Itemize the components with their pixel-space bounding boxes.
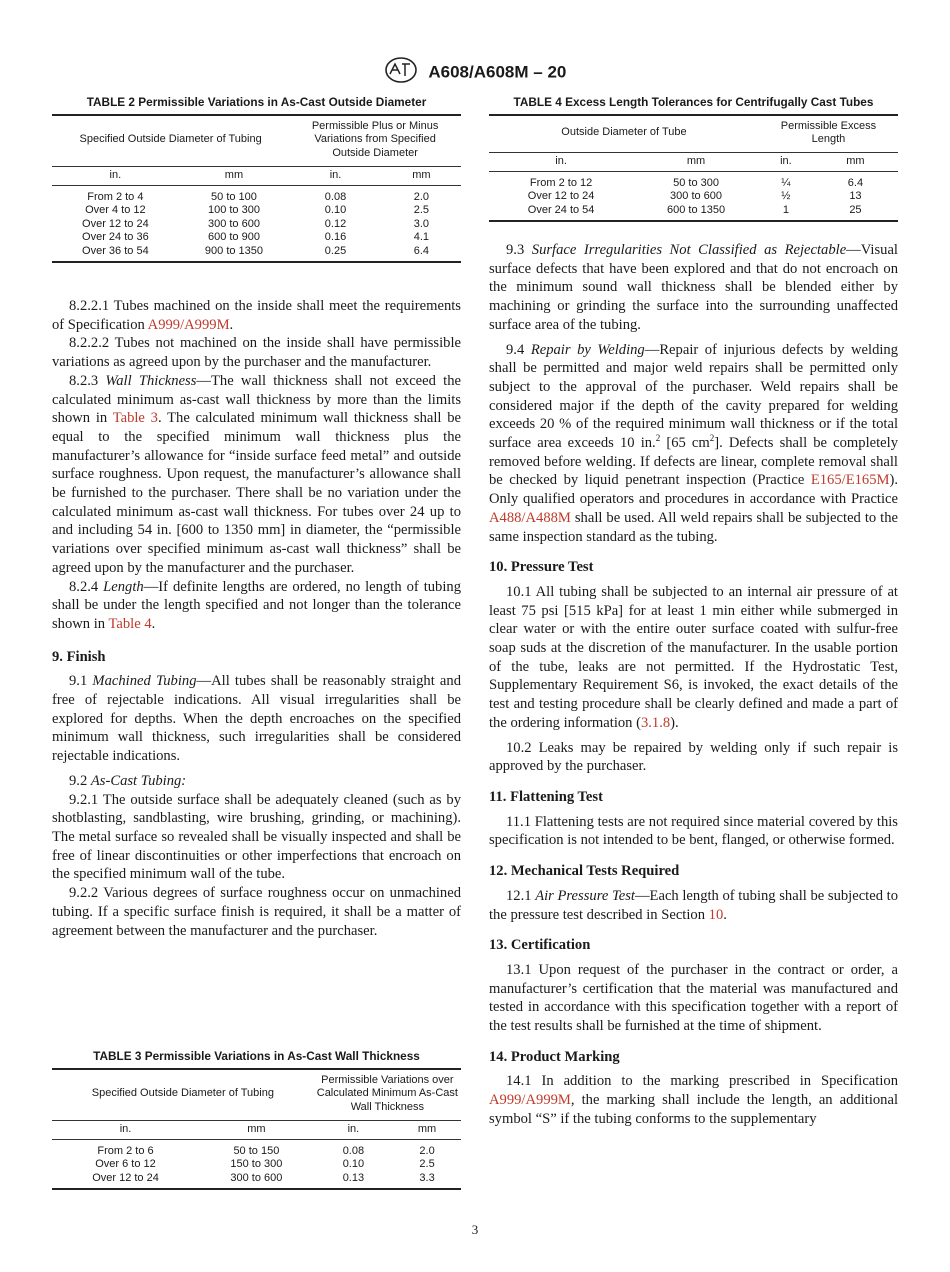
table-cell: 0.08 — [342, 1144, 365, 1157]
table-cell: 0.10 — [324, 204, 347, 216]
link-section-10[interactable]: 10 — [708, 906, 724, 923]
table-cell: Over 12 to 24 — [82, 217, 149, 230]
document-header — [0, 56, 950, 89]
table-cell: 3.3 — [419, 1171, 435, 1184]
paragraph-9-2-1: 9.2.1 The outside surface shall be adequately cleaned (such as by shotblasting, sandblasting, wire brushing, grinding, or machining). The metal surface so revealed shall be visually inspected and shall be free of linear discontinuities or other imperfections that encroach on the specified minimum wall of the tube. — [52, 791, 461, 883]
table-4 — [489, 95, 898, 222]
paragraph-12-1: 12.1 Air Pressure Test—Each length of tubing shall be subjected to the pressure test described in Section 10. — [489, 887, 899, 923]
table-row — [52, 245, 461, 263]
link-a488[interactable]: A488/A488M — [489, 509, 571, 526]
table-cell: Over 24 to 54 — [527, 203, 595, 216]
table-3-unit: in. — [52, 1121, 199, 1140]
left-column — [52, 297, 461, 940]
section-12-heading: 12. Mechanical Tests Required — [489, 863, 680, 880]
table-row — [489, 204, 898, 222]
table-cell: From 2 to 12 — [529, 176, 593, 189]
table-cell: 4.1 — [413, 231, 430, 243]
table-row — [52, 185, 461, 204]
table-cell: From 2 to 6 — [97, 1144, 154, 1157]
paragraph-9-4: 9.4 Repair by Welding—Repair of injurious defects by welding shall be permitted and major weld repairs shall be permitted only subject to the approval of the purchaser. Weld repairs shall be considered major if the depth of the cavity prepared for welding exceeds 20 % of the required minimum wall thickness or if the total surface area exceeds 10 in.$^2$ [65 $cm^2$]. Defects shall be completely removed before welding. If defects are linear, complete removal shall be checked by liquid penetrant inspection (Practice E165/E165M). Only qualified operators and procedures in accordance with Practice A488/A488M shall be used. All weld repairs shall be subjected to the same inspection standard as the tubing. — [489, 341, 899, 545]
table-cell: 0.16 — [324, 231, 347, 243]
table-cell: 2.0 — [413, 190, 430, 203]
table-cell: 300 to 600 — [207, 217, 260, 230]
paragraph-10-1: 10.1 All tubing shall be subjected to an internal air pressure of at least 75 psi [515 kPa] for at least 1 min either while submerged in clear water or with the entire outer surface coated with sulfur-free soap suds at the discretion of the manufacturer. In the usable portion of the tube, leaks are not permitted. If the Hydrostatic Test, Supplementary Requirement S6, is invoked, the exact details of the test and testing procedure shall be clearly defined and made a part of the ordering information (3.1.8). — [489, 583, 898, 731]
table-cell: 0.10 — [342, 1158, 365, 1170]
table-cell: 2.5 — [413, 204, 430, 216]
paragraph-14-1: 14.1 In addition to the marking prescribed in Specification A999/A999M, the marking shall include the length, an additional symbol “S” if the tubing conforms to the supplementary — [489, 1073, 898, 1127]
table-cell: 100 to 300 — [207, 204, 260, 216]
section-13-heading: 13. Certification — [489, 937, 591, 954]
table-2-unit: in. — [289, 167, 382, 186]
section-11-heading: 11. Flattening Test — [489, 788, 603, 805]
table-cell: 50 to 150 — [233, 1144, 280, 1157]
link-3-1-8[interactable]: 3.1.8 — [640, 714, 671, 731]
section-9-heading: 9. Finish — [52, 648, 106, 665]
table-row — [52, 218, 461, 232]
table-cell: 0.25 — [324, 244, 347, 257]
table-3-unit: mm — [199, 1121, 314, 1140]
table-cell: 600 to 1350 — [666, 203, 726, 216]
link-a999[interactable]: A999/A999M — [147, 316, 230, 333]
table-2-col1-header: Specified Outside Diameter of Tubing — [79, 133, 262, 146]
paragraph-8-2-3: 8.2.3 Wall Thickness—The wall thickness shall not exceed the calculated minimum as-cast wall thickness by more than the limits shown in Table 3. The calculated minimum wall thickness shall be equal to the specified minimum wall thickness plus the manufacturer’s allowance for “inside surface feed metal” and outside surface roughness. Upon request, the manufacturer’s allowance shall be furnished to the purchaser. There shall be no variation under the calculated minimum as-cast wall thickness. For tubes over 24 up to and including 54 in. [600 to 1350 mm] in diameter, the “permissible variations over specified minimum as-cast wall thickness” shall be agreed upon by the manufacturer and the purchaser. — [52, 372, 461, 576]
table-4-unit: mm — [633, 153, 759, 172]
document-designation: A608/A608M – 20 — [428, 62, 567, 82]
table-cell: Over 36 to 54 — [82, 244, 149, 257]
table-cell: ¼ — [781, 176, 791, 189]
table-4-col2-header: Permissible Excess Length — [780, 119, 877, 145]
table-row — [489, 190, 898, 204]
paragraph-8-2-4: 8.2.4 Length—If definite lengths are ordered, no length of tubing shall be under the length specified and not longer than the tolerance shown in Table 4. — [52, 578, 461, 632]
link-a999[interactable]: A999/A999M — [489, 1092, 571, 1109]
table-cell: 50 to 300 — [673, 176, 719, 189]
table-cell: 3.0 — [413, 217, 430, 230]
table-row — [52, 231, 461, 245]
page-number: 3 — [471, 1222, 479, 1237]
paragraph-9-3: 9.3 Surface Irregularities Not Classified as Rejectable—Visual surface defects that have been explored and that do not encroach on the minimum sound wall thickness shall be blended either by machining or grinding the surface into the surrounding unaffected surface area of the tubing. — [489, 242, 898, 333]
table-cell: Over 12 to 24 — [92, 1171, 159, 1184]
table-cell: 6.4 — [413, 244, 430, 257]
table-2-unit: mm — [382, 167, 461, 186]
table-cell: 150 to 300 — [230, 1158, 283, 1170]
paragraph-9-1: 9.1 Machined Tubing—All tubes shall be reasonably straight and free of rejectable indications. All visual irregularities shall be explored for depths. When the depth encroaches on the specified minimum wall thickness, such irregularities shall be considered rejectable indications. — [52, 673, 462, 765]
table-cell: 2.5 — [419, 1158, 435, 1170]
paragraph-9-2: 9.2 As-Cast Tubing: — [69, 772, 187, 789]
table-cell: Over 6 to 12 — [95, 1158, 156, 1170]
table-cell: 600 to 900 — [207, 231, 260, 243]
table-cell: ½ — [781, 190, 791, 202]
section-10-heading: 10. Pressure Test — [489, 559, 594, 576]
paragraph-13-1: 13.1 Upon request of the purchaser in the contract or order, a manufacturer’s certification that the material was manufactured and tested in accordance with this specification together with a report of the test results shall be furnished at the time of shipment. — [489, 961, 898, 1035]
table-2-unit: in. — [52, 167, 179, 186]
table-4-col1-header: Outside Diameter of Tube — [561, 126, 687, 139]
section-14-heading: 14. Product Marking — [489, 1048, 620, 1065]
table-cell: 0.12 — [324, 217, 347, 230]
table-cell: 300 to 600 — [230, 1171, 283, 1184]
table-3-col2-header: Permissible Variations over Calculated Minimum As-Cast Wall Thickness — [316, 1073, 458, 1113]
astm-logo-icon — [384, 56, 418, 89]
table-row — [52, 204, 461, 218]
table-cell: Over 12 to 24 — [527, 190, 595, 202]
table-2 — [52, 95, 461, 263]
table-2-caption: TABLE 2 Permissible Variations in As-Cast Outside Diameter — [86, 95, 427, 109]
table-cell: 25 — [849, 203, 862, 216]
table-cell: Over 4 to 12 — [85, 204, 146, 216]
table-2-unit: mm — [179, 167, 290, 186]
table-cell: 900 to 1350 — [204, 244, 264, 257]
table-cell: 1 — [782, 203, 789, 216]
table-cell: 6.4 — [847, 176, 864, 189]
table-row — [52, 1158, 461, 1172]
table-2-col2-header: Permissible Plus or Minus Variations from Specified Outside Diameter — [311, 119, 439, 159]
table-3-col1-header: Specified Outside Diameter of Tubing — [91, 1087, 274, 1100]
paragraph-8-2-2-1: 8.2.2.1 Tubes machined on the inside shall meet the requirements of Specification A999/A999M. — [52, 298, 461, 333]
paragraph-9-2-2: 9.2.2 Various degrees of surface roughness occur on unmachined tubing. If a specific surface finish is required, it shall be a matter of agreement between the manufacturer and the purchaser. — [52, 885, 461, 939]
table-row — [52, 1172, 461, 1190]
paragraph-10-2: 10.2 Leaks may be repaired by welding only if such repair is approved by the purchaser. — [489, 739, 898, 775]
table-3-unit: mm — [393, 1121, 461, 1140]
link-table-4[interactable]: Table 4 — [108, 615, 152, 632]
link-e165[interactable]: E165/E165M — [810, 472, 890, 489]
table-cell: 0.08 — [324, 190, 347, 203]
link-table-3[interactable]: Table 3 — [112, 410, 158, 427]
table-cell: 2.0 — [419, 1144, 435, 1157]
table-row — [52, 1139, 461, 1158]
table-cell: 0.13 — [342, 1171, 365, 1184]
paragraph-11-1: 11.1 Flattening tests are not required since material covered by this specification is not intended to be bent, flanged, or otherwise formed. — [489, 813, 898, 849]
table-4-unit: in. — [489, 153, 633, 172]
table-4-unit: in. — [759, 153, 813, 172]
table-4-unit: mm — [813, 153, 898, 172]
table-cell: From 2 to 4 — [87, 190, 144, 203]
table-3 — [52, 1049, 461, 1190]
table-4-caption: TABLE 4 Excess Length Tolerances for Centrifugally Cast Tubes — [513, 95, 874, 109]
table-cell: 300 to 600 — [670, 190, 723, 202]
table-cell: 50 to 100 — [211, 190, 257, 203]
table-3-caption: TABLE 3 Permissible Variations in As-Cast Wall Thickness — [93, 1049, 420, 1063]
table-3-unit: in. — [314, 1121, 393, 1140]
right-column — [489, 241, 898, 1129]
table-row — [489, 171, 898, 190]
table-cell: 13 — [849, 190, 862, 202]
table-cell: Over 24 to 36 — [82, 231, 149, 243]
paragraph-8-2-2-2: 8.2.2.2 Tubes not machined on the inside shall have permissible variations as agreed upon by the purchaser and the manufacturer. — [52, 335, 461, 371]
